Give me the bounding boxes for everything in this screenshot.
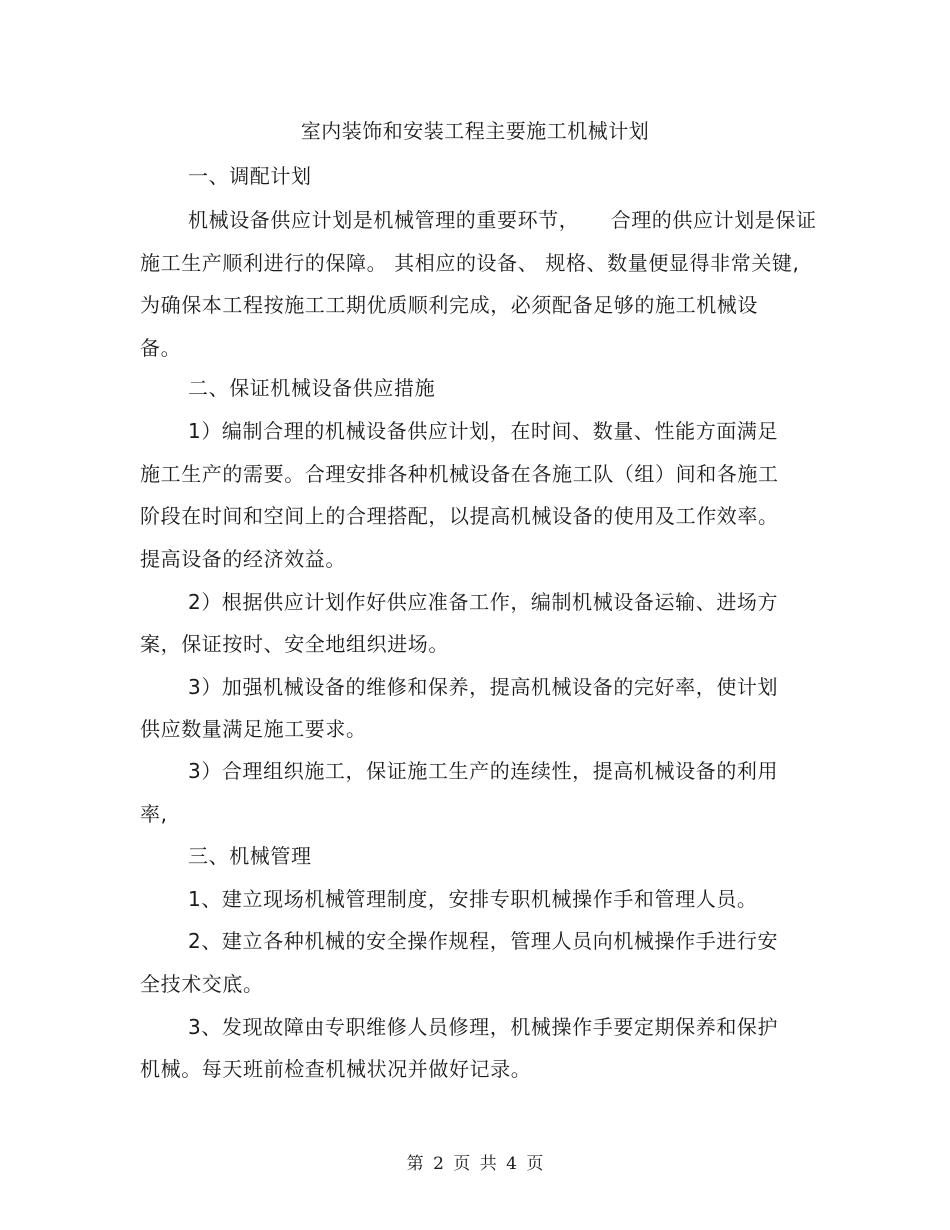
paragraph-line: 施工生产的需要。合理安排各种机械设备在各施工队（组）间和各施工 bbox=[140, 462, 779, 486]
paragraph-line: 案，保证按时、安全地组织进场。 bbox=[140, 632, 449, 656]
paragraph-line: 3）合理组织施工，保证施工生产的连续性，提高机械设备的利用 bbox=[188, 759, 779, 783]
section-heading-1: 一、调配计划 bbox=[188, 164, 312, 188]
paragraph-line: 提高设备的经济效益。 bbox=[140, 547, 346, 571]
paragraph-line: 2、建立各种机械的安全操作规程，管理人员向机械操作手进行安 bbox=[188, 929, 779, 953]
page-number-footer: 第 2 页 共 4 页 bbox=[406, 1154, 544, 1174]
paragraph-line: 率, bbox=[140, 802, 168, 826]
paragraph-line: 1）编制合理的机械设备供应计划，在时间、数量、性能方面满足 bbox=[188, 419, 779, 443]
document-title: 室内装饰和安装工程主要施工机械计划 bbox=[300, 119, 650, 143]
paragraph-line: 3、发现故障由专职维修人员修理，机械操作手要定期保养和保护 bbox=[188, 1015, 779, 1039]
paragraph-line: 机械设备供应计划是机械管理的重要环节， 合理的供应计划是保证 bbox=[188, 208, 817, 232]
paragraph-line: 备。 bbox=[140, 336, 182, 360]
paragraph-line: 1、建立现场机械管理制度，安排专职机械操作手和管理人员。 bbox=[188, 887, 758, 911]
paragraph-line: 为确保本工程按施工工期优质顺利完成，必须配备足够的施工机械设 bbox=[140, 293, 758, 317]
section-heading-3: 三、机械管理 bbox=[188, 844, 312, 868]
paragraph-line: 2）根据供应计划作好供应准备工作，编制机械设备运输、进场方 bbox=[188, 590, 779, 614]
paragraph-line: 供应数量满足施工要求。 bbox=[140, 717, 367, 741]
paragraph-line: 3）加强机械设备的维修和保养，提高机械设备的完好率，使计划 bbox=[188, 675, 779, 699]
section-heading-2: 二、保证机械设备供应措施 bbox=[188, 376, 436, 400]
paragraph-line: 阶段在时间和空间上的合理搭配，以提高机械设备的使用及工作效率。 bbox=[140, 504, 779, 528]
paragraph-line: 全技术交底。 bbox=[140, 972, 264, 996]
paragraph-line: 施工生产顺利进行的保障。 其相应的设备、 规格、数量便显得非常关键, bbox=[140, 251, 800, 275]
paragraph-line: 机械。每天班前检查机械状况并做好记录。 bbox=[140, 1057, 532, 1081]
